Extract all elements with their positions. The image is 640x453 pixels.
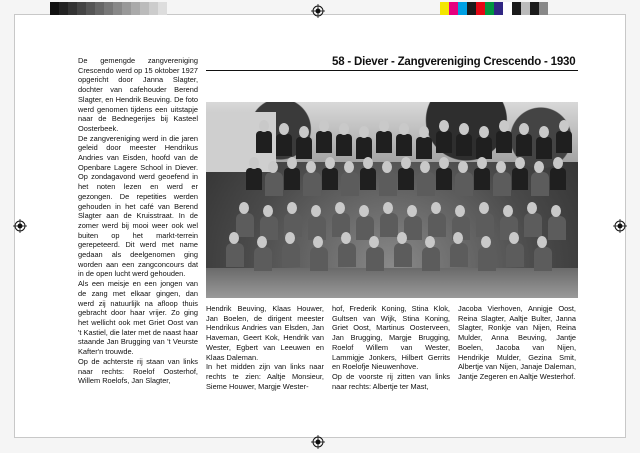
color-swatch (494, 2, 503, 15)
paragraph: De zangvereniging werd in die jaren geleid door meester Hendrikus Andries van Eisden, hoofd van de Openbare Lagere School in Diever. Op zondagavond werd geoefend in het noten lezen en werd er gezongen. De repetities werden gehouden in het café van Berend Slagter aan de Kruisstraat. In de zomer werd bij mooi weer ook wel buiten op het markt-terrein gerepeteerd. Dit werd met name gedaan als deelgenomen ging worden aan een zangconcours dat in de open lucht werd gehouden. (78, 133, 198, 279)
color-swatch (113, 2, 122, 15)
registration-mark-icon (613, 219, 627, 233)
color-swatch (104, 2, 113, 15)
color-swatch (539, 2, 548, 15)
left-text-column (78, 56, 198, 386)
paragraph: De gemengde zangvereniging Crescendo werd op 15 oktober 1927 opgericht door Janna Slagter, dochter van cafehouder Berend Slagter, en Hendrik Beuving. De foto werd genomen tijdens een uitstapje naar de Bednegerijes bij Kasteel Oosterbeek. (78, 56, 198, 133)
caption-column-1: Hendrik Beuving, Klaas Houwer, Jan Boelen, de dirigent meester Hendrikus Andries van Elsden, Jan Haveman, Geert Kok, Hendrik van Wester, Egbert van Leeuwen en Klaas Daleman. In het midden zijn van links naar rechts te zien: Aaltje Monsieur, Sieme Houwer, Margje Wester- (206, 304, 324, 391)
color-swatch (95, 2, 104, 15)
color-swatch (77, 2, 86, 15)
registration-mark-icon (311, 4, 325, 18)
color-swatch (476, 2, 485, 15)
paragraph: Als een meisje en een jongen van de zang met elkaar gingen, dan werd zij natuurlijk na afloop thuis gebracht door haar vrijer. Zo ging het wellicht ook met Griet Oost van 't Kastiel, die later met de naast haar staande Jan Brugging van 't Veurste Kafter'n trouwde. (78, 279, 198, 357)
color-swatch (449, 2, 458, 15)
title-rule (206, 70, 578, 71)
paragraph: Op de achterste rij staan van links naar rechts: Roelof Oosterhof, Willem Roelofs, Jan Slagter, (78, 356, 198, 386)
color-swatch (59, 2, 68, 15)
color-swatch (158, 2, 167, 15)
color-swatch (131, 2, 140, 15)
color-swatch (149, 2, 158, 15)
color-swatch (50, 2, 59, 15)
color-swatch (503, 2, 512, 15)
color-swatch (530, 2, 539, 15)
color-swatch (140, 2, 149, 15)
color-calibration-strip (440, 2, 548, 15)
color-swatch (485, 2, 494, 15)
color-swatch (440, 2, 449, 15)
color-swatch (68, 2, 77, 15)
color-swatch (458, 2, 467, 15)
caption-column-3: Jacoba Vierhoven, Annigje Oost, Reina Slagter, Aaltje Bulter, Janna Slagter, Ronkje van Nijen, Reina Mulder, Anna Beuving, Jantje Boelen, Jacoba van Nijen, Hendrikje Mulder, Gezina Smit, Albertje van Nijen, Janaje Daleman, Jantje Zegeren en Aaltje Westerhof. (458, 304, 576, 381)
color-swatch (86, 2, 95, 15)
color-swatch (122, 2, 131, 15)
caption-column-2: hof, Frederik Koning, Stina Klok, Gultsen van Wijk, Stina Koning, Griet Oost, Martinus Oosterveen, Jan Brugging, Margje Brugging, Roelof Willem van Wester, Lammigje Jonkers, Hilbert Gerrits en Roelofje Nieuwenhove. Op de voorste rij zitten van links naar rechts: Albertje ter Mast, (332, 304, 450, 391)
registration-mark-icon (311, 435, 325, 449)
page-title: 58 - Diever - Zangvereniging Crescendo - 1930 (332, 56, 576, 68)
color-swatch (467, 2, 476, 15)
group-photo (206, 102, 578, 298)
grayscale-calibration-strip (50, 2, 167, 15)
color-swatch (512, 2, 521, 15)
registration-mark-icon (13, 219, 27, 233)
color-swatch (521, 2, 530, 15)
